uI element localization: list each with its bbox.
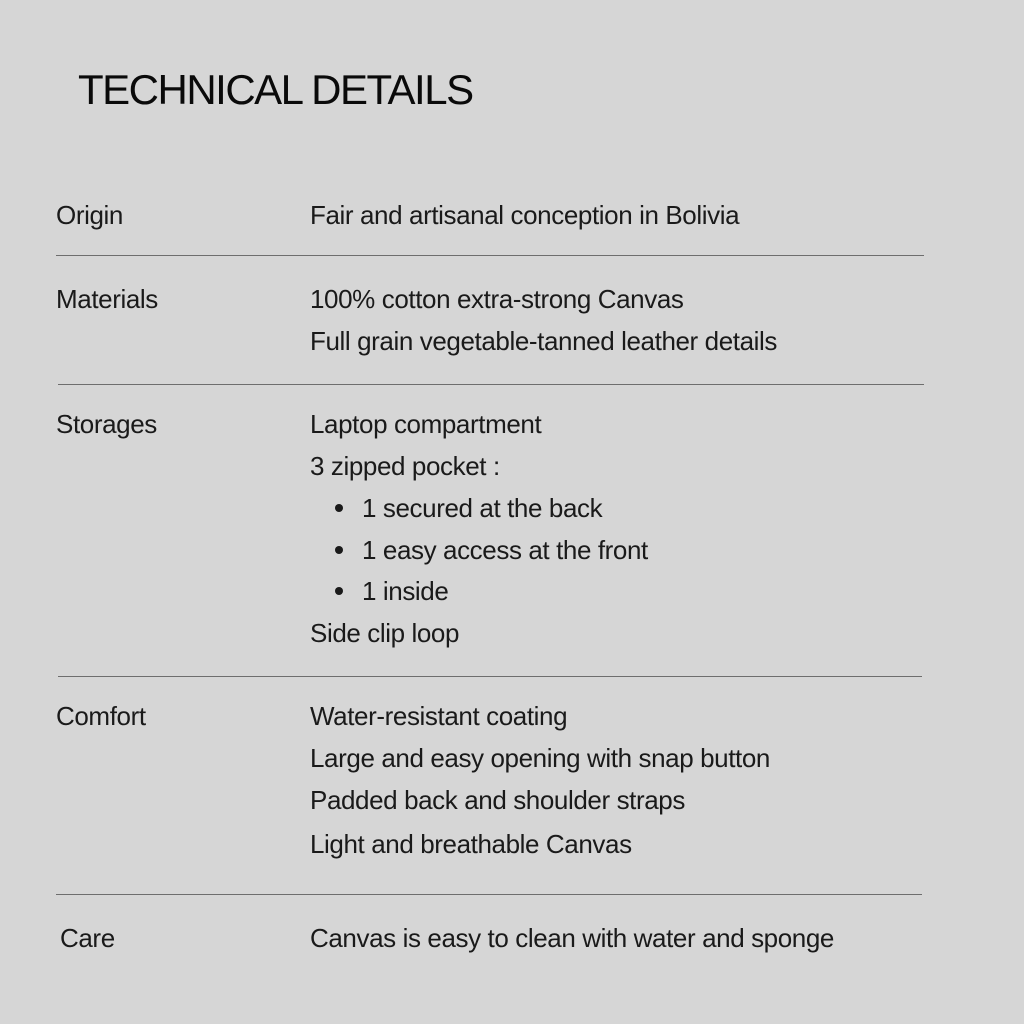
comfort-value-2: Large and easy opening with snap button (310, 743, 770, 773)
bullet-icon (335, 546, 343, 554)
storages-value-2: 3 zipped pocket : (310, 451, 500, 481)
divider (56, 894, 922, 895)
care-value: Canvas is easy to clean with water and sponge (310, 923, 834, 953)
comfort-value-4: Light and breathable Canvas (310, 829, 632, 859)
bullet-icon (335, 504, 343, 512)
comfort-value-3: Padded back and shoulder straps (310, 785, 685, 815)
divider (56, 255, 924, 256)
storages-value-3: Side clip loop (310, 618, 460, 648)
row-label-materials: Materials (56, 284, 158, 314)
row-label-origin: Origin (56, 200, 123, 230)
row-label-comfort: Comfort (56, 701, 146, 731)
page-title: TECHNICAL DETAILS (78, 66, 473, 113)
row-label-storages: Storages (56, 409, 157, 439)
storages-value-1: Laptop compartment (310, 409, 542, 439)
row-label-care: Care (60, 923, 115, 953)
divider (58, 384, 924, 385)
materials-value-2: Full grain vegetable-tanned leather details (310, 326, 777, 356)
storages-bullet-3: 1 inside (362, 576, 449, 606)
storages-bullet-1: 1 secured at the back (362, 493, 603, 523)
bullet-icon (335, 587, 343, 595)
comfort-value-1: Water-resistant coating (310, 701, 568, 731)
storages-bullet-2: 1 easy access at the front (362, 535, 648, 565)
materials-value-1: 100% cotton extra-strong Canvas (310, 284, 684, 314)
divider (58, 676, 922, 677)
origin-value: Fair and artisanal conception in Bolivia (310, 200, 740, 230)
